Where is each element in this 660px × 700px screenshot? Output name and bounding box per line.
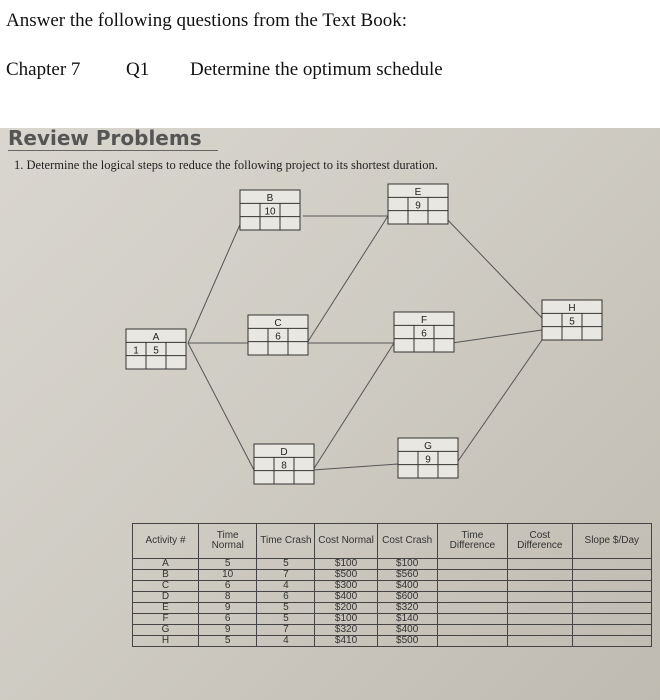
table-cell — [572, 603, 651, 614]
table-cell: 8 — [199, 592, 257, 603]
table-row — [133, 570, 652, 581]
table-cell — [508, 625, 573, 636]
table-cell — [508, 559, 573, 570]
table-cell — [572, 625, 651, 636]
table-row — [133, 581, 652, 592]
node-label: D — [280, 447, 288, 458]
node-duration: 8 — [281, 460, 287, 472]
col-header: Time Difference — [437, 524, 507, 559]
table-cell — [508, 636, 573, 647]
table-cell — [508, 614, 573, 625]
node-label: E — [414, 187, 422, 198]
table-cell: 5 — [199, 636, 257, 647]
node-duration: 9 — [415, 200, 421, 212]
table-cell: $410 — [315, 636, 377, 647]
edge-d-g — [313, 464, 398, 470]
table-cell: $320 — [377, 603, 437, 614]
table-cell: $400 — [377, 581, 437, 592]
col-header: Cost Crash — [377, 524, 437, 559]
table-cell: $200 — [315, 603, 377, 614]
problem-text: 1. Determine the logical steps to reduce the following project to its shortest duration. — [14, 158, 438, 172]
table-cell: B — [133, 570, 199, 581]
table-cell — [572, 636, 651, 647]
node-label: G — [424, 441, 432, 452]
table-cell — [437, 625, 507, 636]
question-text: Determine the optimum schedule — [190, 59, 443, 80]
table-cell: $400 — [315, 592, 377, 603]
table-cell: 5 — [257, 559, 315, 570]
table-cell — [572, 570, 651, 581]
network-diagram — [0, 128, 660, 528]
col-header: Activity # — [133, 524, 199, 559]
table-row — [133, 636, 652, 647]
table-cell — [437, 581, 507, 592]
node-c — [248, 315, 308, 355]
node-f — [394, 312, 454, 352]
table-cell — [508, 603, 573, 614]
node-duration: 5 — [153, 345, 159, 357]
table-cell: E — [133, 603, 199, 614]
node-label: H — [568, 303, 576, 314]
edge-e-h — [444, 216, 542, 318]
table-cell: F — [133, 614, 199, 625]
node-label: C — [274, 318, 282, 329]
table-cell — [437, 603, 507, 614]
table-cell: 5 — [199, 559, 257, 570]
table-cell — [508, 570, 573, 581]
table-cell: 9 — [199, 625, 257, 636]
table-cell: 7 — [257, 625, 315, 636]
table-cell: $600 — [377, 592, 437, 603]
edge-a-b — [188, 220, 242, 343]
table-cell — [437, 636, 507, 647]
question-number: Q1 — [126, 59, 150, 80]
node-a — [126, 329, 186, 369]
table-row — [133, 559, 652, 570]
node-label: F — [420, 315, 428, 326]
table-cell — [508, 581, 573, 592]
edge-a-d — [188, 343, 254, 470]
table-cell: 10 — [199, 570, 257, 581]
col-header: Time Normal — [199, 524, 257, 559]
node-duration: 9 — [425, 454, 431, 466]
table-cell — [572, 581, 651, 592]
table-row — [133, 614, 652, 625]
table-cell: 9 — [199, 603, 257, 614]
table-cell: $100 — [315, 559, 377, 570]
table-cell — [437, 614, 507, 625]
table-cell: $300 — [315, 581, 377, 592]
table-cell: G — [133, 625, 199, 636]
network-edges — [188, 216, 542, 470]
activity-table — [132, 523, 652, 647]
table-cell: $100 — [315, 614, 377, 625]
instruction-text: Answer the following questions from the Text Book: — [6, 10, 407, 31]
edge-c-e — [307, 216, 388, 343]
col-header: Time Crash — [257, 524, 315, 559]
table-cell: 4 — [257, 636, 315, 647]
table-row — [133, 625, 652, 636]
table-cell: $500 — [315, 570, 377, 581]
chapter-label: Chapter 7 — [6, 59, 81, 80]
table-cell — [572, 592, 651, 603]
network-nodes — [126, 184, 602, 484]
node-h — [542, 300, 602, 340]
table-cell — [437, 559, 507, 570]
table-row — [133, 592, 652, 603]
col-header: Slope $/Day — [572, 524, 651, 559]
table-cell: $400 — [377, 625, 437, 636]
col-header: Cost Normal — [315, 524, 377, 559]
node-duration: 6 — [275, 331, 281, 343]
node-duration: 10 — [264, 206, 276, 218]
question-line — [6, 59, 443, 81]
col-header: Cost Difference — [508, 524, 573, 559]
table-cell — [508, 592, 573, 603]
table-cell — [572, 559, 651, 570]
node-duration: 5 — [569, 316, 575, 328]
table-cell — [437, 570, 507, 581]
table-cell: $140 — [377, 614, 437, 625]
table-cell: $320 — [315, 625, 377, 636]
node-g — [398, 438, 458, 478]
table-cell: $500 — [377, 636, 437, 647]
table-cell: 6 — [257, 592, 315, 603]
node-early-start: 1 — [133, 345, 139, 357]
table-cell: 5 — [257, 614, 315, 625]
edge-f-h — [452, 330, 542, 343]
table-cell: A — [133, 559, 199, 570]
table-cell: 4 — [257, 581, 315, 592]
textbook-photo — [0, 128, 660, 700]
table-cell: 7 — [257, 570, 315, 581]
table-cell — [572, 614, 651, 625]
node-duration: 6 — [421, 328, 427, 340]
node-d — [254, 444, 314, 484]
review-problems-title: Review Problems — [8, 128, 202, 150]
table-cell: D — [133, 592, 199, 603]
edge-d-f — [313, 343, 394, 470]
table-row — [133, 603, 652, 614]
table-cell: 6 — [199, 614, 257, 625]
table-cell: H — [133, 636, 199, 647]
table-cell: 6 — [199, 581, 257, 592]
node-label: B — [266, 193, 274, 204]
table-cell: 5 — [257, 603, 315, 614]
table-cell: C — [133, 581, 199, 592]
node-e — [388, 184, 448, 224]
node-b — [240, 190, 300, 230]
table-cell: $560 — [377, 570, 437, 581]
edge-g-h — [456, 340, 542, 464]
table-cell — [437, 592, 507, 603]
node-label: A — [152, 332, 160, 343]
table-cell: $100 — [377, 559, 437, 570]
